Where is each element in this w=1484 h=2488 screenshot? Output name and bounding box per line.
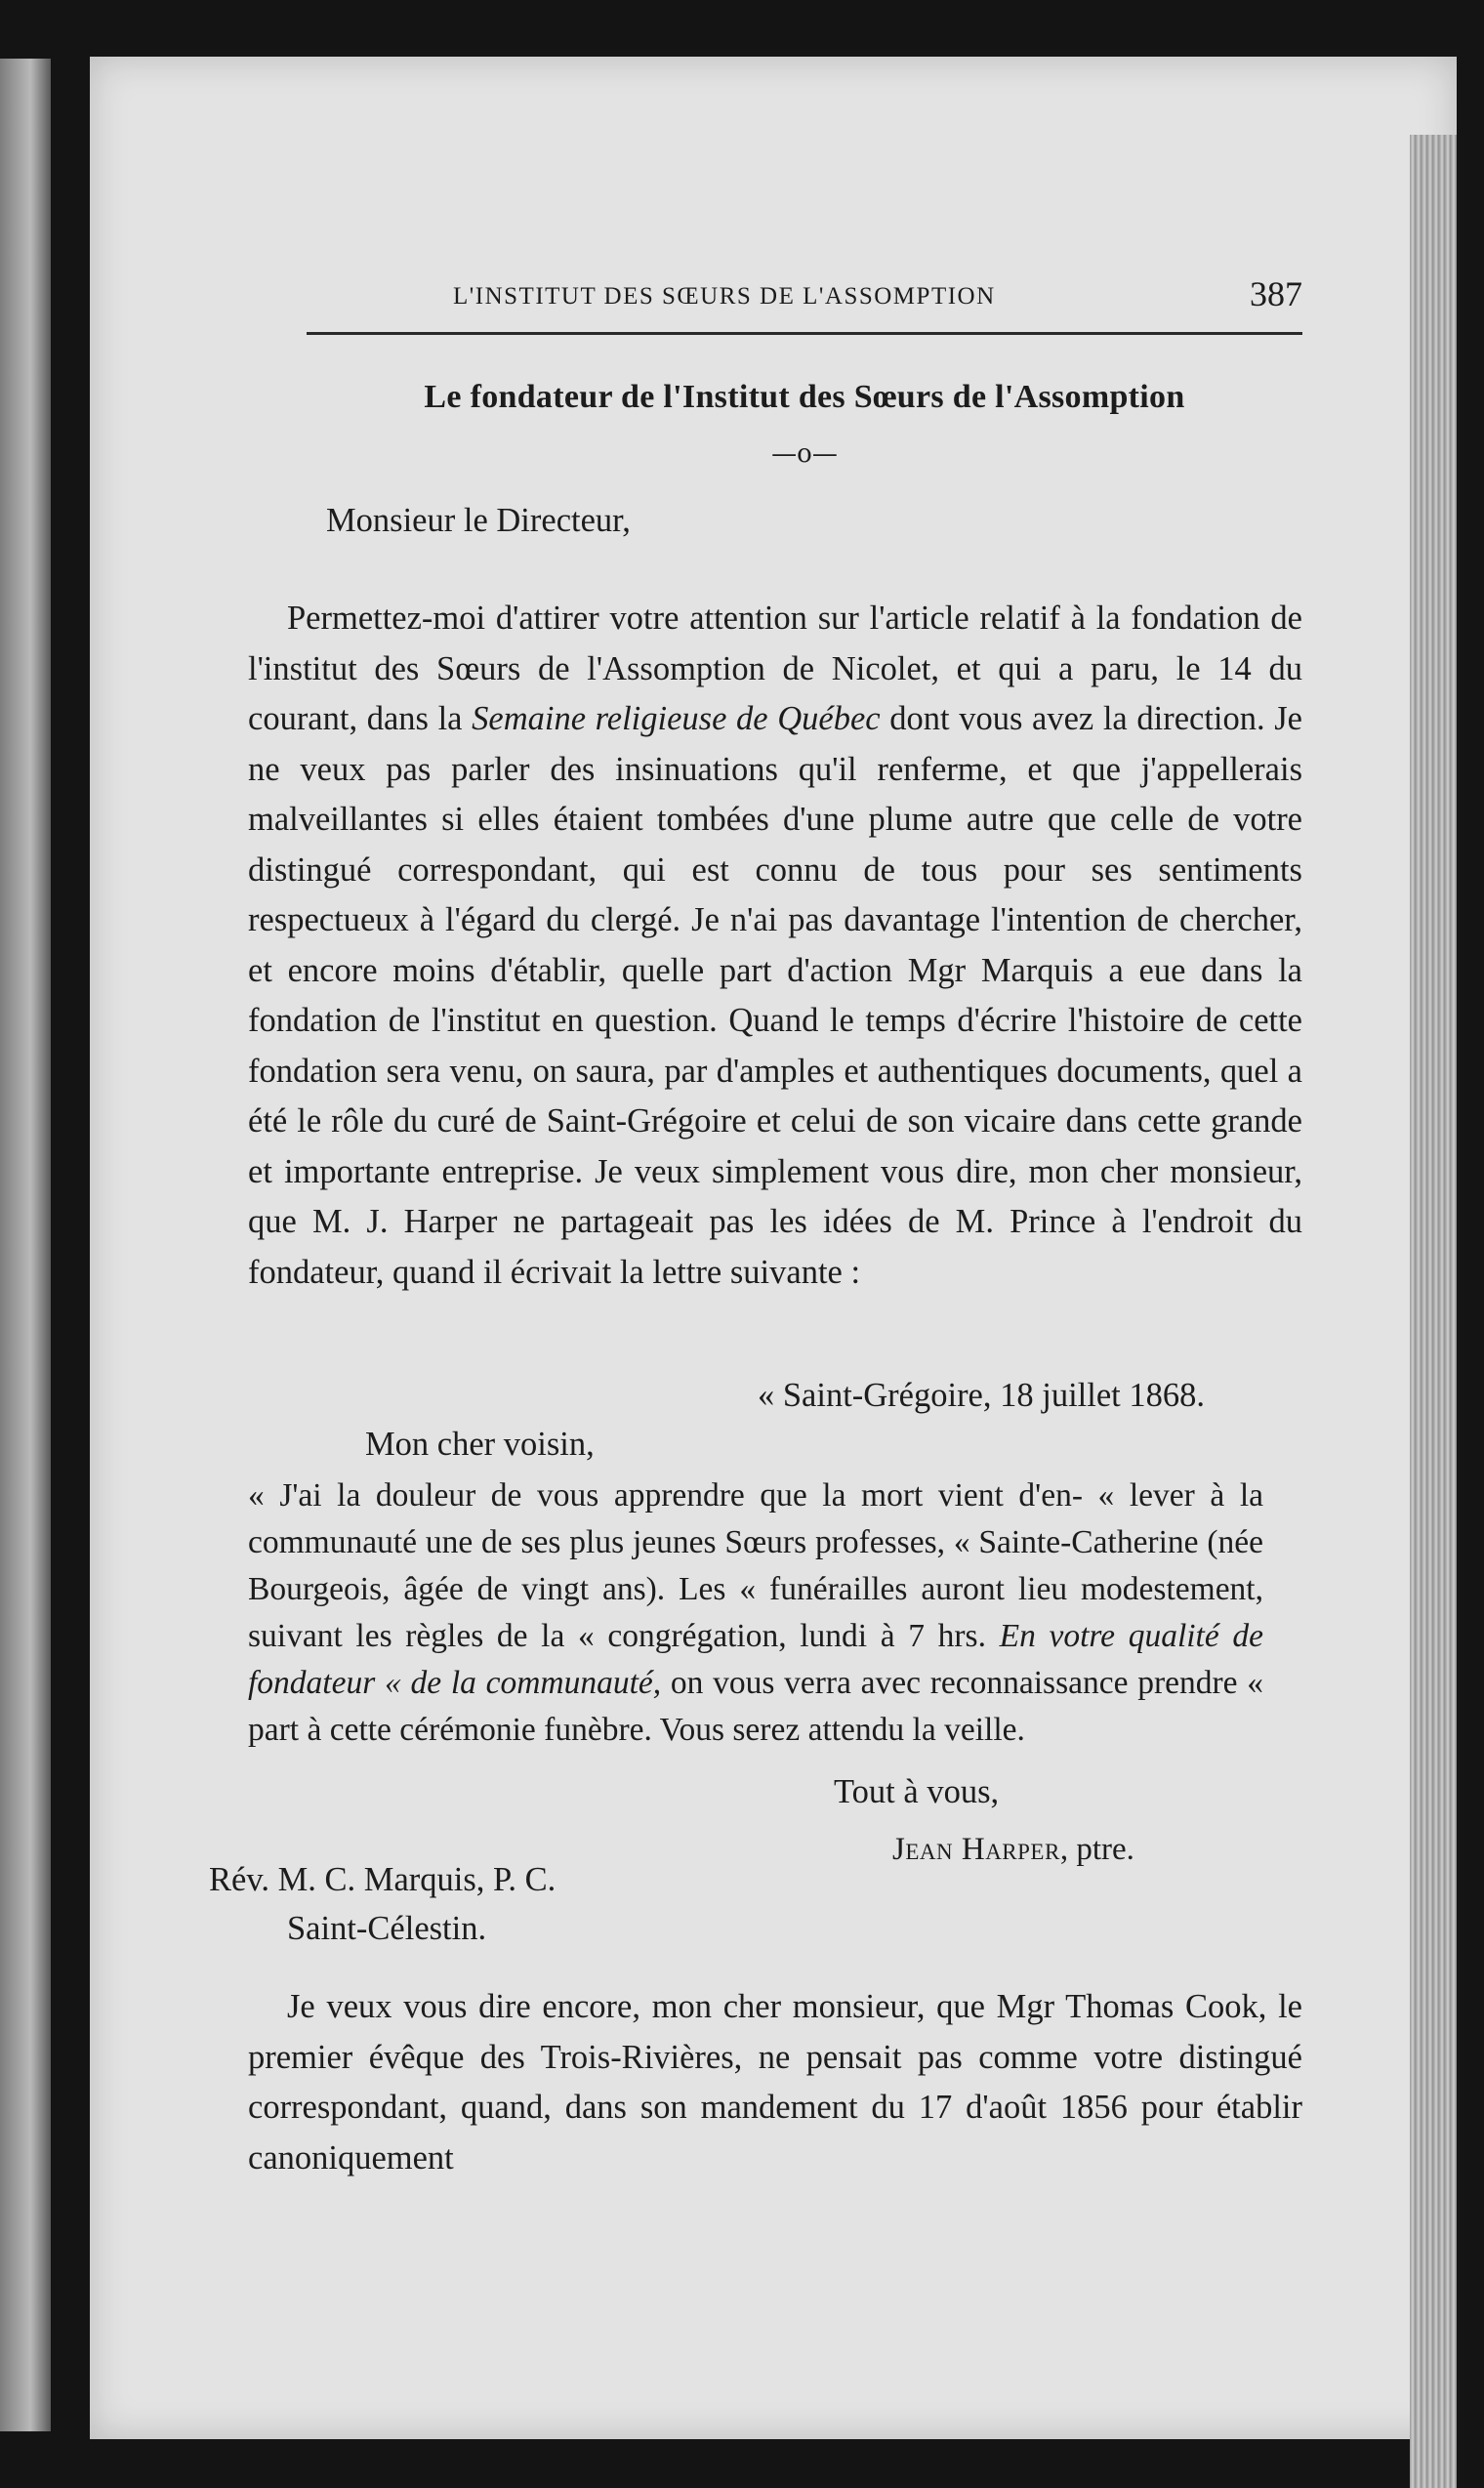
salutation: Monsieur le Directeur, xyxy=(326,502,631,539)
running-head xyxy=(307,270,1302,328)
signature-name: Jean Harper xyxy=(892,1832,1060,1867)
page-number: 387 xyxy=(1250,274,1302,313)
running-title: L'INSTITUT DES SŒURS DE L'ASSOMPTION xyxy=(453,283,996,310)
letter-signature xyxy=(892,1832,1134,1868)
letter-closing: Tout à vous, xyxy=(834,1773,1000,1810)
signature-title: , ptre. xyxy=(1059,1832,1134,1867)
paragraph-1 xyxy=(248,594,1302,1298)
ornament: —o— xyxy=(771,439,838,469)
letter-salutation: Mon cher voisin, xyxy=(365,1426,595,1463)
article-heading: Le fondateur de l'Institut des Sœurs de l'Assomption xyxy=(424,379,1185,415)
paragraph-2: Je veux vous dire encore, mon cher monsieur, que Mgr Thomas Cook, le premier évêque des Trois-Rivières, ne pensait pas comme votre distingué correspondant, quand, dans son mandement du 17 d'août 1856 pour établir canoniquement xyxy=(248,1988,1302,2177)
previous-page-edge xyxy=(0,59,51,2431)
page-content xyxy=(209,57,1302,2439)
addressee-line-1: Rév. M. C. Marquis, P. C. xyxy=(209,1861,556,1898)
letter-body-b: on vous verra avec reconnaissance prendre « part à cette cérémonie funèbre. Vous serez attendu la veille. xyxy=(248,1665,1263,1748)
letter-body-italic: En votre qualité de fondateur « de la communauté, xyxy=(248,1618,1263,1701)
book-page xyxy=(90,57,1457,2439)
page-stack-edge xyxy=(1410,135,1457,2488)
letter-body xyxy=(248,1472,1263,1754)
letter-date: « Saint-Grégoire, 18 juillet 1868. xyxy=(757,1377,1205,1414)
addressee-line-2: Saint-Célestin. xyxy=(287,1910,487,1947)
letter-body-a: « J'ai la douleur de vous apprendre que la mort vient d'en- « lever à la communauté une de ses plus jeunes Sœurs professes, « Sainte-Catherine (née Bourgeois, âgée de vingt ans). Les « funérailles auront lieu modestement, suivant les règles de la « congrégation, lundi à 7 hrs. xyxy=(248,1477,1263,1654)
paragraph-1-italic: Semaine religieuse de Québec xyxy=(472,700,881,737)
paragraph-1-a: Permettez-moi d'attirer votre attention sur l'article relatif à la fondation de l'institut des Sœurs de l'Assomption de Nicolet, et qui a paru, le 14 du courant, dans la xyxy=(248,600,1302,737)
header-rule xyxy=(307,332,1302,335)
paragraph-1-b: dont vous avez la direction. Je ne veux pas parler des insinuations qu'il renferme, et que j'appellerais malveillantes si elles étaient tombées d'une plume autre que celle de votre distingué correspondant, qui est connu de tous pour ses sentiments respectueux à l'égard du clergé. Je n'ai pas davantage l'intention de chercher, et encore moins d'établir, quelle part d'action Mgr Marquis a eue dans la fondation de l'institut en question. Quand le temps d'écrire l'histoire de cette fondation sera venu, on saura, par d'amples et authentiques documents, quel a été le rôle du curé de Saint-Grégoire et celui de son vicaire dans cette grande et importante entreprise. Je veux simplement vous dire, mon cher monsieur, que M. J. Harper ne partageait pas les idées de M. Prince à l'endroit du fondateur, quand il écrivait la lettre suivante : xyxy=(248,700,1302,1291)
